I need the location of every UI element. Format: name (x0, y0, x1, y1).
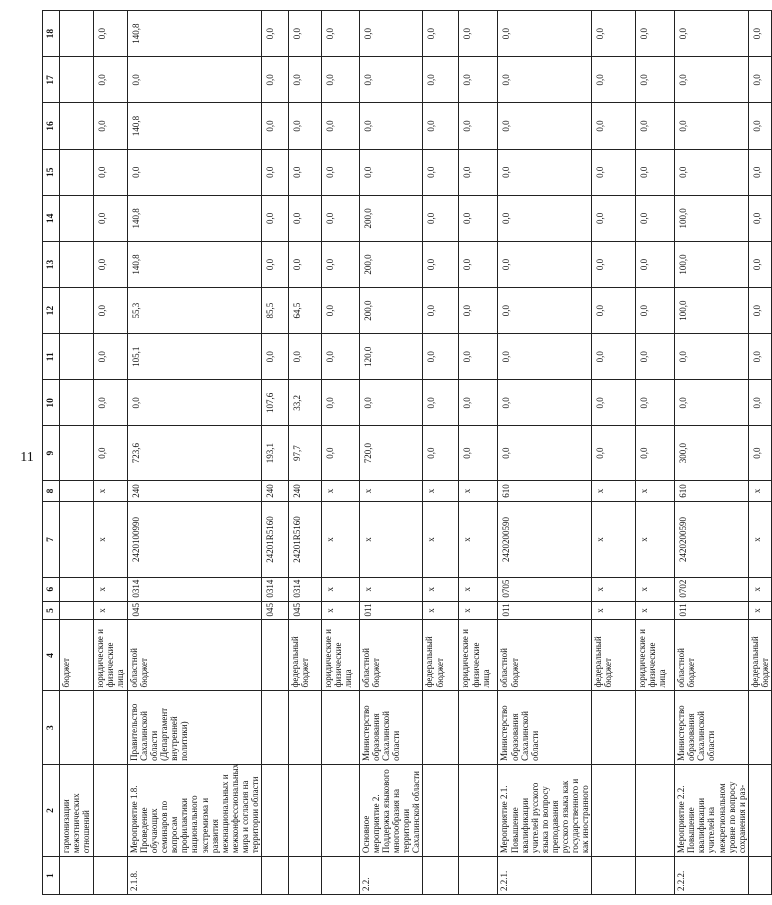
amount-cell: 0,0 (592, 57, 636, 103)
amount-cell: 0,0 (94, 288, 128, 334)
code-rzpr: 0314 (262, 577, 289, 601)
code-vr: х (322, 480, 360, 501)
table-row (60, 11, 94, 895)
amount-cell: 0,0 (592, 195, 636, 241)
code-grbs: 011 (360, 601, 423, 620)
table-row (748, 11, 771, 895)
amount-cell: 0,0 (128, 380, 262, 426)
amount-cell: 0,0 (262, 11, 289, 57)
amount-cell: 0,0 (748, 11, 771, 57)
amount-cell: 140,8 (128, 195, 262, 241)
amount-cell: 0,0 (592, 288, 636, 334)
code-csr: х (423, 502, 459, 578)
amount-cell: 0,0 (498, 57, 592, 103)
column-number: 6 (43, 577, 60, 601)
row-number: 2.1.8. (128, 857, 262, 895)
amount-cell: 0,0 (128, 149, 262, 195)
amount-cell: 85,5 (262, 288, 289, 334)
code-rzpr: 0705 (498, 577, 592, 601)
code-rzpr: 0314 (289, 577, 322, 601)
measure-name (748, 764, 771, 856)
code-csr: 24201R5160 (262, 502, 289, 578)
code-csr (60, 502, 94, 578)
code-csr: х (748, 502, 771, 578)
row-number (748, 857, 771, 895)
column-number: 1 (43, 857, 60, 895)
amount-cell: 0,0 (94, 334, 128, 380)
amount-cell: 0,0 (262, 241, 289, 287)
amount-cell: 0,0 (94, 103, 128, 149)
amount-cell: 0,0 (94, 426, 128, 480)
code-rzpr: 0314 (128, 577, 262, 601)
amount-cell: 193,1 (262, 426, 289, 480)
code-vr: х (592, 480, 636, 501)
amount-cell: 100,0 (675, 288, 749, 334)
amount-cell: 0,0 (322, 57, 360, 103)
amount-cell: 0,0 (636, 241, 675, 287)
amount-cell: 140,8 (128, 103, 262, 149)
amount-cell: 0,0 (322, 241, 360, 287)
funding-source: юридические и физические лица (459, 620, 498, 691)
amount-cell: 0,0 (128, 57, 262, 103)
funding-source: федеральный бюджет (592, 620, 636, 691)
code-rzpr: х (322, 577, 360, 601)
responsible-executor (423, 691, 459, 764)
amount-cell: 0,0 (498, 103, 592, 149)
code-rzpr: х (94, 577, 128, 601)
code-rzpr (60, 577, 94, 601)
amount-cell: 0,0 (322, 426, 360, 480)
code-grbs: х (636, 601, 675, 620)
amount-cell: 0,0 (423, 426, 459, 480)
amount-cell: 140,8 (128, 241, 262, 287)
funding-source: юридические и физические лица (322, 620, 360, 691)
amount-cell: 0,0 (636, 426, 675, 480)
amount-cell: 0,0 (459, 57, 498, 103)
column-number: 11 (43, 334, 60, 380)
amount-cell: 0,0 (94, 195, 128, 241)
amount-cell: 0,0 (289, 334, 322, 380)
amount-cell: 0,0 (360, 149, 423, 195)
column-number-row (43, 11, 60, 895)
code-csr: х (322, 502, 360, 578)
amount-cell: 107,6 (262, 380, 289, 426)
column-number: 9 (43, 426, 60, 480)
code-grbs: х (592, 601, 636, 620)
row-number (322, 857, 360, 895)
table-row (423, 11, 459, 895)
amount-cell: 0,0 (748, 426, 771, 480)
amount-cell: 64,5 (289, 288, 322, 334)
amount-cell (60, 195, 94, 241)
amount-cell: 0,0 (94, 149, 128, 195)
amount-cell: 0,0 (94, 57, 128, 103)
responsible-executor (60, 691, 94, 764)
measure-name (289, 764, 322, 856)
funding-source: юридические и физические лица (94, 620, 128, 691)
code-vr: 610 (675, 480, 749, 501)
responsible-executor: Правительство Сахалинской области (Департамент внутренней политики) (128, 691, 262, 764)
amount-cell: 0,0 (423, 288, 459, 334)
code-vr: х (94, 480, 128, 501)
row-number (592, 857, 636, 895)
code-grbs: 045 (262, 601, 289, 620)
amount-cell: 0,0 (459, 241, 498, 287)
table-row (262, 11, 289, 895)
measure-name (592, 764, 636, 856)
code-grbs: 011 (675, 601, 749, 620)
column-number: 5 (43, 601, 60, 620)
funding-source: федеральный бюджет (748, 620, 771, 691)
table-row (94, 11, 128, 895)
amount-cell: 0,0 (322, 195, 360, 241)
amount-cell: 0,0 (289, 103, 322, 149)
amount-cell: 0,0 (459, 149, 498, 195)
table-row (498, 11, 592, 895)
responsible-executor (262, 691, 289, 764)
row-number (459, 857, 498, 895)
amount-cell: 0,0 (748, 57, 771, 103)
code-csr: 2420200590 (498, 502, 592, 578)
row-number (262, 857, 289, 895)
amount-cell: 0,0 (262, 57, 289, 103)
code-rzpr: х (360, 577, 423, 601)
code-grbs: 045 (289, 601, 322, 620)
amount-cell: 0,0 (592, 380, 636, 426)
amount-cell: 0,0 (322, 334, 360, 380)
code-csr: 24201R5160 (289, 502, 322, 578)
column-number: 10 (43, 380, 60, 426)
amount-cell: 0,0 (94, 241, 128, 287)
code-vr: х (459, 480, 498, 501)
code-vr: 240 (262, 480, 289, 501)
responsible-executor (289, 691, 322, 764)
funding-source: федеральный бюджет (289, 620, 322, 691)
row-number (289, 857, 322, 895)
amount-cell: 0,0 (498, 149, 592, 195)
column-number: 4 (43, 620, 60, 691)
measure-name: гармонизации межэтнических отношений (60, 764, 94, 856)
amount-cell: 97,7 (289, 426, 322, 480)
amount-cell: 0,0 (675, 380, 749, 426)
amount-cell: 100,0 (675, 195, 749, 241)
amount-cell (60, 426, 94, 480)
amount-cell: 0,0 (748, 195, 771, 241)
row-number: 2.2. (360, 857, 423, 895)
amount-cell: 0,0 (360, 380, 423, 426)
page-number: 11 (20, 450, 34, 465)
code-grbs (60, 601, 94, 620)
amount-cell: 0,0 (322, 149, 360, 195)
amount-cell: 0,0 (289, 195, 322, 241)
amount-cell: 0,0 (423, 241, 459, 287)
measure-name (636, 764, 675, 856)
amount-cell: 0,0 (748, 334, 771, 380)
amount-cell: 0,0 (592, 11, 636, 57)
table-row (675, 11, 749, 895)
code-grbs: х (423, 601, 459, 620)
amount-cell: 723,6 (128, 426, 262, 480)
amount-cell: 0,0 (636, 334, 675, 380)
code-grbs: х (459, 601, 498, 620)
amount-cell: 0,0 (360, 57, 423, 103)
funding-source: областной бюджет (498, 620, 592, 691)
code-rzpr: х (592, 577, 636, 601)
measure-name: Мероприятие 1.8. Проведение обучающих семинаров по вопросам профилактики национального экстремизма и развития межнациональных и межконфессиональных мира и согласия на территории области (128, 764, 262, 856)
amount-cell: 0,0 (423, 57, 459, 103)
funding-source: областной бюджет (128, 620, 262, 691)
amount-cell (60, 380, 94, 426)
column-number: 12 (43, 288, 60, 334)
amount-cell: 200,0 (360, 195, 423, 241)
funding-source: областной бюджет (360, 620, 423, 691)
amount-cell: 0,0 (636, 11, 675, 57)
amount-cell: 0,0 (498, 334, 592, 380)
funding-source: бюджет (60, 620, 94, 691)
row-number (636, 857, 675, 895)
column-number: 16 (43, 103, 60, 149)
amount-cell (60, 288, 94, 334)
amount-cell: 0,0 (360, 103, 423, 149)
code-vr: 240 (128, 480, 262, 501)
amount-cell: 0,0 (675, 334, 749, 380)
amount-cell: 0,0 (592, 334, 636, 380)
amount-cell: 0,0 (498, 426, 592, 480)
amount-cell: 0,0 (423, 103, 459, 149)
table-row (592, 11, 636, 895)
table-row (289, 11, 322, 895)
amount-cell: 0,0 (423, 380, 459, 426)
amount-cell: 0,0 (459, 103, 498, 149)
column-number: 8 (43, 480, 60, 501)
amount-cell: 0,0 (748, 241, 771, 287)
amount-cell: 0,0 (675, 11, 749, 57)
row-number: 2.2.2. (675, 857, 749, 895)
amount-cell: 0,0 (636, 380, 675, 426)
amount-cell (60, 334, 94, 380)
amount-cell: 0,0 (459, 288, 498, 334)
amount-cell: 0,0 (289, 57, 322, 103)
amount-cell: 0,0 (423, 195, 459, 241)
funding-source: федеральный бюджет (423, 620, 459, 691)
amount-cell: 0,0 (322, 288, 360, 334)
amount-cell: 0,0 (748, 149, 771, 195)
amount-cell: 0,0 (675, 57, 749, 103)
budget-table (42, 10, 772, 895)
amount-cell: 0,0 (289, 149, 322, 195)
funding-source (262, 620, 289, 691)
amount-cell: 0,0 (360, 11, 423, 57)
amount-cell: 0,0 (636, 103, 675, 149)
amount-cell: 0,0 (459, 11, 498, 57)
column-number: 15 (43, 149, 60, 195)
responsible-executor (748, 691, 771, 764)
column-number: 18 (43, 11, 60, 57)
measure-name: Мероприятие 2.2. Повышение квалификации учителей на межрегиональном уровне по вопросу сохранения и раз- (675, 764, 749, 856)
amount-cell: 120,0 (360, 334, 423, 380)
code-rzpr: 0702 (675, 577, 749, 601)
measure-name (423, 764, 459, 856)
code-vr: 610 (498, 480, 592, 501)
measure-name (322, 764, 360, 856)
code-grbs: 045 (128, 601, 262, 620)
amount-cell: 33,2 (289, 380, 322, 426)
code-csr: х (360, 502, 423, 578)
column-number: 17 (43, 57, 60, 103)
amount-cell: 0,0 (498, 288, 592, 334)
code-csr: х (592, 502, 636, 578)
amount-cell: 0,0 (289, 241, 322, 287)
amount-cell: 0,0 (423, 334, 459, 380)
row-number (94, 857, 128, 895)
code-rzpr: х (423, 577, 459, 601)
responsible-executor (636, 691, 675, 764)
code-grbs: х (94, 601, 128, 620)
code-grbs: х (748, 601, 771, 620)
code-grbs: х (322, 601, 360, 620)
amount-cell: 0,0 (592, 426, 636, 480)
amount-cell: 0,0 (498, 11, 592, 57)
measure-name (94, 764, 128, 856)
measure-name (459, 764, 498, 856)
code-rzpr: х (636, 577, 675, 601)
amount-cell: 0,0 (322, 380, 360, 426)
funding-source: областной бюджет (675, 620, 749, 691)
responsible-executor (94, 691, 128, 764)
amount-cell: 0,0 (94, 11, 128, 57)
column-number: 2 (43, 764, 60, 856)
code-rzpr: х (459, 577, 498, 601)
column-number: 7 (43, 502, 60, 578)
table-row (128, 11, 262, 895)
responsible-executor (592, 691, 636, 764)
row-number: 2.2.1. (498, 857, 592, 895)
amount-cell: 0,0 (94, 380, 128, 426)
amount-cell: 0,0 (592, 103, 636, 149)
amount-cell: 0,0 (675, 103, 749, 149)
responsible-executor: Министерство образования Сахалинской области (360, 691, 423, 764)
code-vr: х (360, 480, 423, 501)
amount-cell: 0,0 (262, 334, 289, 380)
amount-cell: 100,0 (675, 241, 749, 287)
code-vr: х (423, 480, 459, 501)
amount-cell: 55,3 (128, 288, 262, 334)
amount-cell (60, 57, 94, 103)
amount-cell: 0,0 (459, 380, 498, 426)
code-csr: 2420200590 (675, 502, 749, 578)
amount-cell: 105,1 (128, 334, 262, 380)
amount-cell: 0,0 (748, 103, 771, 149)
amount-cell: 0,0 (636, 288, 675, 334)
amount-cell: 0,0 (459, 195, 498, 241)
amount-cell: 0,0 (289, 11, 322, 57)
row-number (60, 857, 94, 895)
measure-name: Мероприятие 2.1. Повышение квалификации учителей русского языка по вопросу преподавания русского языка как государственного и как иностранного (498, 764, 592, 856)
code-grbs: 011 (498, 601, 592, 620)
measure-name (262, 764, 289, 856)
row-number (423, 857, 459, 895)
responsible-executor: Министерство образования Сахалинской области (498, 691, 592, 764)
rotated-table-area (42, 10, 770, 895)
amount-cell: 0,0 (459, 426, 498, 480)
amount-cell: 0,0 (498, 241, 592, 287)
amount-cell (60, 103, 94, 149)
amount-cell: 0,0 (459, 334, 498, 380)
amount-cell: 0,0 (592, 149, 636, 195)
amount-cell: 720,0 (360, 426, 423, 480)
amount-cell: 0,0 (262, 149, 289, 195)
code-vr: 240 (289, 480, 322, 501)
table-row (360, 11, 423, 895)
amount-cell: 0,0 (592, 241, 636, 287)
column-number: 13 (43, 241, 60, 287)
table-row (322, 11, 360, 895)
code-vr (60, 480, 94, 501)
column-number: 3 (43, 691, 60, 764)
amount-cell: 0,0 (262, 195, 289, 241)
amount-cell: 200,0 (360, 288, 423, 334)
amount-cell: 0,0 (748, 380, 771, 426)
amount-cell: 0,0 (636, 195, 675, 241)
amount-cell: 0,0 (498, 380, 592, 426)
responsible-executor (459, 691, 498, 764)
amount-cell: 0,0 (423, 11, 459, 57)
code-csr: х (636, 502, 675, 578)
amount-cell (60, 241, 94, 287)
amount-cell: 0,0 (322, 11, 360, 57)
measure-name: Основное мероприятие 2. Поддержка языкового многообразия на территории Сахалинской области (360, 764, 423, 856)
code-csr: 2420100990 (128, 502, 262, 578)
code-rzpr: х (748, 577, 771, 601)
code-vr: х (748, 480, 771, 501)
amount-cell: 140,8 (128, 11, 262, 57)
table-row (636, 11, 675, 895)
amount-cell: 0,0 (262, 103, 289, 149)
column-number: 14 (43, 195, 60, 241)
funding-source: юридические и физические лица (636, 620, 675, 691)
code-csr: х (459, 502, 498, 578)
table-row (459, 11, 498, 895)
amount-cell: 300,0 (675, 426, 749, 480)
amount-cell: 0,0 (322, 103, 360, 149)
amount-cell: 0,0 (423, 149, 459, 195)
amount-cell (60, 11, 94, 57)
code-vr: х (636, 480, 675, 501)
amount-cell: 0,0 (636, 57, 675, 103)
amount-cell: 0,0 (498, 195, 592, 241)
amount-cell: 0,0 (748, 288, 771, 334)
amount-cell: 0,0 (636, 149, 675, 195)
amount-cell: 200,0 (360, 241, 423, 287)
responsible-executor: Министерство образования Сахалинской области (675, 691, 749, 764)
amount-cell: 0,0 (675, 149, 749, 195)
code-csr: х (94, 502, 128, 578)
amount-cell (60, 149, 94, 195)
responsible-executor (322, 691, 360, 764)
